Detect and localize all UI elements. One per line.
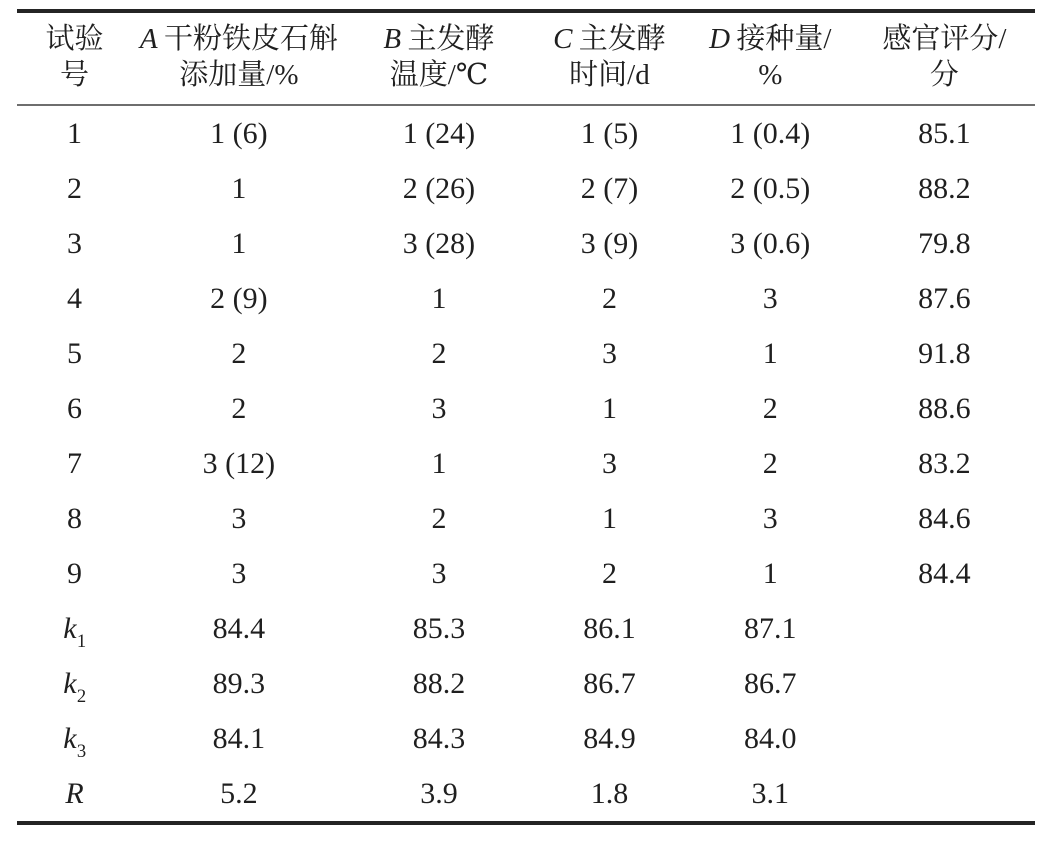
header-line-2: 号 xyxy=(60,59,90,91)
row-label-text: 9 xyxy=(67,556,83,590)
row-label xyxy=(17,601,132,656)
table-cell: 1 xyxy=(231,226,247,260)
table-cell: 84.4 xyxy=(918,556,971,590)
row-label xyxy=(17,216,132,271)
row-label xyxy=(17,105,132,161)
header-line-1 xyxy=(687,21,854,57)
table-row xyxy=(17,601,1035,656)
table-cell: 2 xyxy=(231,336,247,370)
header-cell-factor-d xyxy=(687,11,854,105)
table-cell: 1 (6) xyxy=(210,116,268,150)
table-cell: 3 xyxy=(431,391,447,425)
table-cell: 3 xyxy=(231,501,247,535)
table-row xyxy=(17,161,1035,216)
table-cell: 2 xyxy=(431,501,447,535)
row-label-text: 3 xyxy=(67,226,83,260)
table-row xyxy=(17,491,1035,546)
orthogonal-experiment-table xyxy=(17,9,1035,825)
table-cell: 2 (7) xyxy=(580,171,639,205)
row-label xyxy=(17,326,132,381)
row-label xyxy=(17,381,132,436)
header-line-1 xyxy=(346,21,532,57)
table-row xyxy=(17,326,1035,381)
table-cell xyxy=(854,711,1035,766)
header-text: 主发酵 xyxy=(407,23,495,55)
table-cell: 5.2 xyxy=(220,776,258,810)
table-cell: 2 xyxy=(762,391,778,425)
table-row xyxy=(17,711,1035,766)
table-cell: 86.7 xyxy=(583,666,636,700)
table-cell: 3 (28) xyxy=(402,226,476,260)
header-line-2: % xyxy=(758,59,783,91)
header-line-2: 时间/d xyxy=(569,59,650,91)
row-label xyxy=(17,546,132,601)
header-cell-factor-b xyxy=(346,11,532,105)
table-cell: 85.1 xyxy=(918,116,971,150)
table-cell: 2 xyxy=(231,391,247,425)
row-label-subscript: 1 xyxy=(76,630,87,652)
header-text: 干粉铁皮石斛 xyxy=(163,23,338,55)
table-cell: 83.2 xyxy=(918,446,971,480)
table-cell: 3 (12) xyxy=(202,446,276,480)
table-cell: 1 xyxy=(231,171,247,205)
header-row xyxy=(17,11,1035,105)
table-cell: 1 xyxy=(431,446,447,480)
table-cell: 86.7 xyxy=(744,666,797,700)
table-cell: 3 xyxy=(762,281,778,315)
header-line-2: 分 xyxy=(929,59,959,91)
table-cell: 84.9 xyxy=(583,721,636,755)
factor-b-symbol: B xyxy=(383,23,402,55)
table-cell: 2 xyxy=(762,446,778,480)
row-label-text: R xyxy=(65,776,84,810)
table-row xyxy=(17,656,1035,711)
table-cell: 87.6 xyxy=(918,281,971,315)
table-cell: 88.6 xyxy=(918,391,971,425)
table-head xyxy=(17,11,1035,105)
row-label xyxy=(17,491,132,546)
header-text: 接种量/ xyxy=(736,23,832,55)
table-cell: 3 xyxy=(601,336,617,370)
row-label-subscript: 2 xyxy=(76,685,87,707)
header-line-1: 感官评分/ xyxy=(882,23,1007,55)
row-label xyxy=(17,711,132,766)
table-cell: 91.8 xyxy=(918,336,971,370)
table-cell: 3 xyxy=(431,556,447,590)
row-label-text: 6 xyxy=(67,391,83,425)
table-row xyxy=(17,105,1035,161)
table-cell: 1 (0.4) xyxy=(730,116,811,150)
row-label-text: 5 xyxy=(67,336,83,370)
table-cell: 79.8 xyxy=(918,226,971,260)
table-cell: 1 xyxy=(762,336,778,370)
table-cell: 84.0 xyxy=(744,721,797,755)
row-label-text: 8 xyxy=(67,501,83,535)
table-cell: 2 xyxy=(431,336,447,370)
row-label xyxy=(17,766,132,823)
table-row xyxy=(17,381,1035,436)
header-line-1 xyxy=(132,21,346,57)
table-cell: 86.1 xyxy=(583,611,636,645)
table-row xyxy=(17,216,1035,271)
table-cell: 84.1 xyxy=(212,721,266,755)
table-cell: 1 xyxy=(762,556,778,590)
table-cell: 88.2 xyxy=(412,666,466,700)
row-label xyxy=(17,436,132,491)
row-label xyxy=(17,161,132,216)
table-row xyxy=(17,436,1035,491)
table-cell xyxy=(854,656,1035,711)
table-cell: 84.3 xyxy=(412,721,466,755)
table-cell xyxy=(854,766,1035,823)
table-cell: 3 xyxy=(601,446,617,480)
factor-c-symbol: C xyxy=(553,23,573,55)
factor-d-symbol: D xyxy=(709,23,731,55)
header-cell-factor-c xyxy=(532,11,687,105)
table-cell: 89.3 xyxy=(212,666,266,700)
table-cell: 2 (26) xyxy=(402,171,476,205)
row-label-text: 1 xyxy=(67,116,83,150)
header-text: 主发酵 xyxy=(578,23,666,55)
row-label xyxy=(17,271,132,326)
row-label-text: 2 xyxy=(67,171,83,205)
row-label-text: k xyxy=(63,721,77,755)
table-row xyxy=(17,546,1035,601)
table-cell: 87.1 xyxy=(744,611,797,645)
factor-a-symbol: A xyxy=(139,23,158,55)
header-line-2: 添加量/% xyxy=(179,59,299,91)
table-cell: 1.8 xyxy=(590,776,629,810)
table-cell: 3 xyxy=(762,501,778,535)
table-cell: 1 xyxy=(601,501,617,535)
table-cell: 1 xyxy=(431,281,447,315)
table-cell: 3.9 xyxy=(420,776,458,810)
header-cell-factor-a xyxy=(132,11,346,105)
table-cell: 3 (0.6) xyxy=(730,226,811,260)
table-row xyxy=(17,766,1035,823)
row-label-text: 4 xyxy=(67,281,83,315)
table-cell: 2 xyxy=(601,281,617,315)
table-cell: 1 xyxy=(601,391,617,425)
table-cell: 2 (9) xyxy=(210,281,268,315)
row-label-text: 7 xyxy=(67,446,83,480)
table-cell: 84.6 xyxy=(918,501,971,535)
header-line-1: 试验 xyxy=(45,23,104,55)
row-label-subscript: 3 xyxy=(76,740,87,762)
table-cell: 3 xyxy=(231,556,247,590)
row-label-text: k xyxy=(63,611,77,645)
table-body xyxy=(17,105,1035,823)
table-cell: 85.3 xyxy=(412,611,466,645)
header-cell-test-number xyxy=(17,11,132,105)
table-cell: 2 xyxy=(601,556,617,590)
table-cell xyxy=(854,601,1035,656)
table-cell: 1 (5) xyxy=(580,116,639,150)
table-cell: 1 (24) xyxy=(402,116,476,150)
row-label-text: k xyxy=(63,666,77,700)
table-row xyxy=(17,271,1035,326)
table-cell: 2 (0.5) xyxy=(730,171,811,205)
row-label xyxy=(17,656,132,711)
table-cell: 3.1 xyxy=(751,776,790,810)
table-cell: 88.2 xyxy=(918,171,971,205)
header-line-1 xyxy=(532,21,687,57)
header-line-2: 温度/℃ xyxy=(389,59,489,91)
table-cell: 84.4 xyxy=(212,611,266,645)
header-cell-score xyxy=(854,11,1035,105)
table-cell: 3 (9) xyxy=(580,226,639,260)
